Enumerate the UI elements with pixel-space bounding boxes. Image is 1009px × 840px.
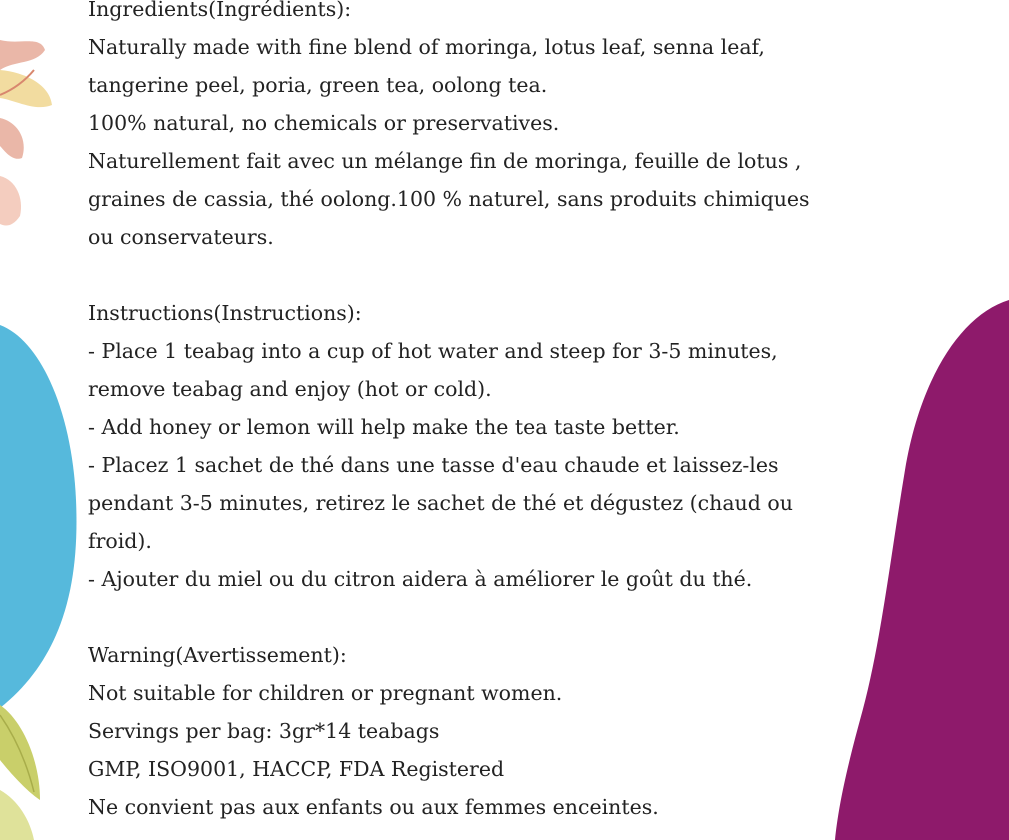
ingredients-section <box>88 0 988 256</box>
instructions-line: - Placez 1 sachet de thé dans une tasse d'eau chaude et laissez-les <box>88 453 779 477</box>
instructions-line: - Add honey or lemon will help make the tea taste better. <box>88 415 680 439</box>
instructions-line: pendant 3-5 minutes, retirez le sachet de thé et dégustez (chaud ou <box>88 491 793 515</box>
warning-line: Servings per bag: 3gr*14 teabags <box>88 719 440 743</box>
warning-line: Not suitable for children or pregnant women. <box>88 681 563 705</box>
instructions-line: - Ajouter du miel ou du citron aidera à améliorer le goût du thé. <box>88 567 753 591</box>
flower-petal <box>0 176 21 226</box>
instructions-line: - Place 1 teabag into a cup of hot water and steep for 3-5 minutes, <box>88 339 778 363</box>
ingredients-line: 100% natural, no chemicals or preservatives. <box>88 111 560 135</box>
section-spacer <box>88 256 988 294</box>
leaf <box>0 790 34 840</box>
ingredients-line: Naturally made with fine blend of moringa, lotus leaf, senna leaf, <box>88 35 765 59</box>
flower-petal <box>0 70 52 107</box>
ingredients-heading: Ingredients(Ingrédients): <box>88 0 352 21</box>
ingredients-line: Naturellement fait avec un mélange fin de moringa, feuille de lotus , <box>88 149 802 173</box>
flower-petal <box>0 118 24 159</box>
warning-line: Ne convient pas aux enfants ou aux femmes enceintes. <box>88 795 659 819</box>
warning-section <box>88 636 988 826</box>
ingredients-line: graines de cassia, thé oolong.100 % naturel, sans produits chimiques <box>88 187 810 211</box>
instructions-line: froid). <box>88 529 152 553</box>
product-label-text <box>88 0 988 826</box>
section-spacer <box>88 598 988 636</box>
leaf-decoration <box>0 705 40 840</box>
warning-heading: Warning(Avertissement): <box>88 643 347 667</box>
instructions-heading: Instructions(Instructions): <box>88 301 362 325</box>
instructions-line: remove teabag and enjoy (hot or cold). <box>88 377 492 401</box>
warning-line: GMP, ISO9001, HACCP, FDA Registered <box>88 757 505 781</box>
ingredients-line: ou conservateurs. <box>88 225 274 249</box>
blue-blob <box>0 325 76 708</box>
instructions-section <box>88 294 988 598</box>
ingredients-line: tangerine peel, poria, green tea, oolong tea. <box>88 73 548 97</box>
flower-decoration <box>0 40 52 226</box>
flower-petal <box>0 40 45 70</box>
